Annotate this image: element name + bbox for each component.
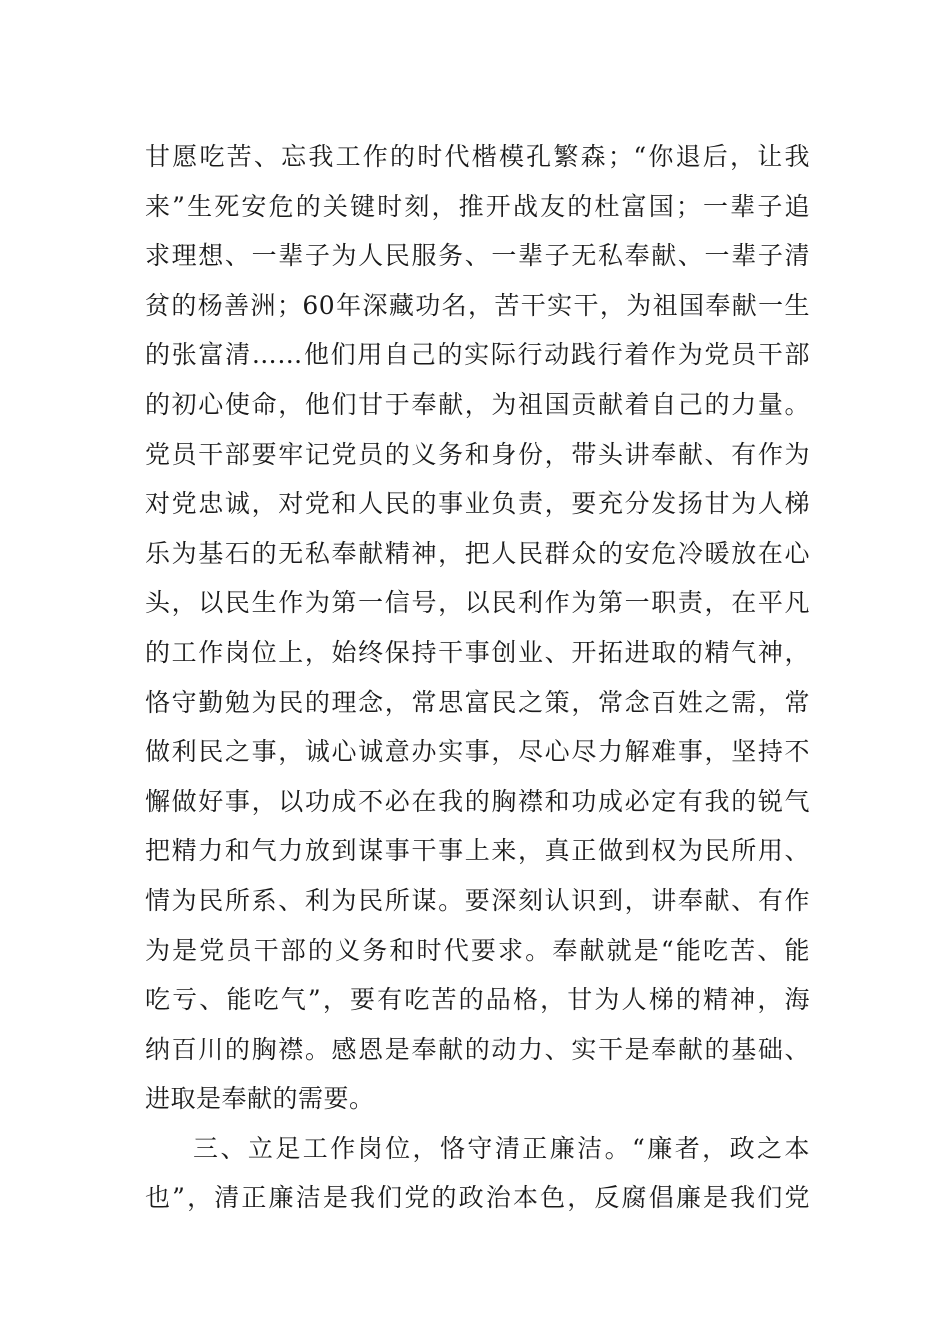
paragraph-end-line: 进取是奉献的需要。 [145,1084,375,1114]
text-line: 乐为基石的无私奉献精神，把人民群众的安危冷暖放在心 [145,538,810,568]
text-line: 恪守勤勉为民的理念，常思富民之策，常念百姓之需，常 [145,687,810,717]
text-line: 为是党员干部的义务和时代要求。奉献就是“能吃苦、能 [145,935,810,965]
text-line: 求理想、一辈子为人民服务、一辈子无私奉献、一辈子清 [145,241,810,271]
text-line: 的工作岗位上，始终保持干事创业、开拓进取的精气神， [145,637,810,667]
text-line: 甘愿吃苦、忘我工作的时代楷模孔繁森；“你退后，让我 [145,142,810,171]
text-line: 吃亏、能吃气”，要有吃苦的品格，甘为人梯的精神，海 [145,985,810,1015]
text-line: 贫的杨善洲；60年深藏功名，苦干实干，为祖国奉献一生 [145,290,810,320]
body-text [145,132,810,1223]
text-line: 对党忠诚，对党和人民的事业负责，要充分发扬甘为人梯 [145,489,810,519]
text-line: 也”，清正廉洁是我们党的政治本色，反腐倡廉是我们党 [145,1183,810,1213]
text-line: 把精力和气力放到谋事干事上来，真正做到权为民所用、 [145,836,810,866]
text-line: 来”生死安危的关键时刻，推开战友的杜富国；一辈子追 [145,191,810,221]
text-line: 懈做好事，以功成不必在我的胸襟和功成必定有我的锐气 [145,786,810,816]
text-line: 头，以民生作为第一信号，以民利作为第一职责，在平凡 [145,588,810,618]
text-line: 纳百川的胸襟。感恩是奉献的动力、实干是奉献的基础、 [145,1034,810,1064]
text-line: 情为民所系、利为民所谋。要深刻认识到，讲奉献、有作 [145,885,810,915]
section-heading-line: 三、立足工作岗位，恪守清正廉洁。“廉者，政之本 [193,1133,810,1163]
text-line: 的初心使命，他们甘于奉献，为祖国贡献着自己的力量。 [145,389,810,419]
text-line: 的张富清……他们用自己的实际行动践行着作为党员干部 [145,340,810,370]
text-line: 党员干部要牢记党员的义务和身份，带头讲奉献、有作为 [145,439,810,469]
text-line: 做利民之事，诚心诚意办实事，尽心尽力解难事，坚持不 [145,737,810,767]
